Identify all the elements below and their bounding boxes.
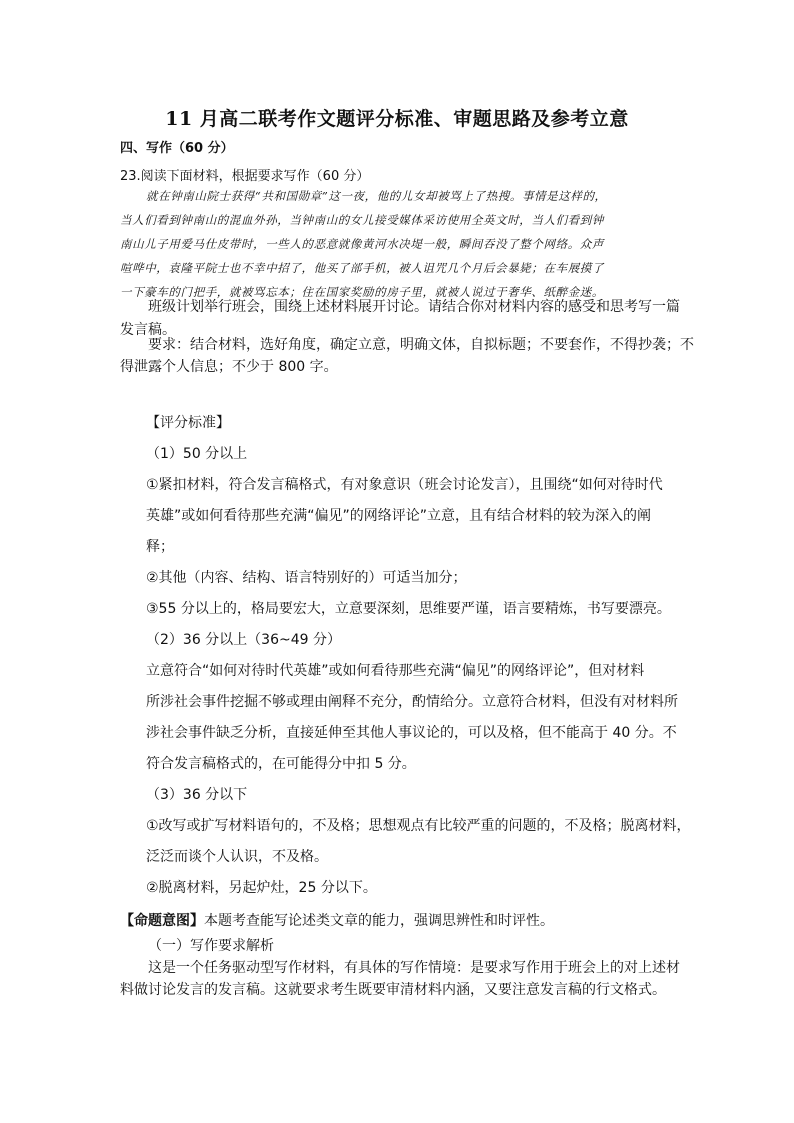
rubric-line: 所涉社会事件挖掘不够或理由阐释不充分，酌情给分。立意符合材料，但没有对材料所 [146,694,678,710]
rubric-heading: 【评分标准】 [146,415,230,431]
rubric-line: ①改写或扩写材料语句的，不及格；思想观点有比较严重的问题的，不及格；脱离材料， [146,818,691,834]
rubric-line: （2）36 分以上（36~49 分） [146,632,341,648]
intent-text: 本题考查能写论述类文章的能力，强调思辨性和时评性。 [204,913,554,929]
material-line: 就在钟南山院士获得“共和国勋章”这一夜，他的儿女却被骂上了热搜。事情是这样的， [146,189,607,203]
section-heading: 四、写作（60 分） [120,141,234,156]
rubric-line: ①紧扣材料，符合发言稿格式，有对象意识（班会讨论发言），且围绕“如何对待时代 [146,477,663,493]
rubric-line: ②其他（内容、结构、语言特别好的）可适当加分； [146,570,467,586]
rubric-line: 涉社会事件缺乏分析，直接延伸至其他人事议论的，可以及格，但不能高于 40 分。不 [146,725,677,741]
task-line: 班级计划举行班会，围绕上述材料展开讨论。请结合你对材料内容的感受和思考写一篇 [148,299,680,315]
material-line: 喧哗中，袁隆平院士也不幸中招了，他买了部手机，被人诅咒几个月后会暴毙；在车展摸了 [120,261,604,275]
rubric-line: （1）50 分以上 [146,446,248,462]
rubric-line: 泛泛而谈个人认识，不及格。 [146,849,328,865]
requirements-line: 得泄露个人信息；不少于 800 字。 [120,359,338,375]
rubric-line: ②脱离材料，另起炉灶，25 分以下。 [146,880,377,896]
material-line-display: 一下豪车的门把手，就被骂忘本；住在国家奖励的房子里，就被人说过于奢华、纸醉金迷。 [120,285,604,299]
intent-line [120,910,554,930]
rubric-line: （3）36 分以下 [146,787,248,803]
rubric-line: 符合发言稿格式的，在可能得分中扣 5 分。 [146,756,416,772]
intent-label: 【命题意图】 [120,913,204,929]
rubric-line: 释； [146,539,174,555]
analysis-line: 这是一个任务驱动型写作材料，有具体的写作情境：是要求写作用于班会上的对上述材 [148,960,680,976]
rubric-line: ③55 分以上的，格局要宏大，立意要深刻，思维要严谨，语言要精炼，书写要漂亮。 [146,601,671,617]
task-line: 发言稿。 [120,322,176,338]
material-line: 南山儿子用爱马仕皮带时，一些人的恶意就像黄河水决堤一般，瞬间吞没了整个网络。众声 [120,237,604,251]
analysis-line: 料做讨论发言的发言稿。这就要求考生既要审清材料内涵，又要注意发言稿的行文格式。 [120,982,666,998]
rubric-line: 立意符合“如何对待时代英雄”或如何看待那些充满“偏见”的网络评论”，但对材料 [146,663,645,679]
page-title: 11 月高二联考作文题评分标准、审题思路及参考立意 [165,108,629,130]
requirements-line: 要求：结合材料，选好角度，确定立意，明确文体，自拟标题；不要套作，不得抄袭；不 [148,337,694,353]
question-prompt: 23.阅读下面材料，根据要求写作（60 分） [120,169,370,184]
analysis-heading: （一）写作要求解析 [148,938,274,954]
rubric-line: 英雄”或如何看待那些充满“偏见”的网络评论”立意，且有结合材料的较为深入的阐 [146,508,652,524]
material-line: 当人们看到钟南山的混血外孙，当钟南山的女儿接受媒体采访使用全英文时，当人们看到钟 [120,213,604,227]
